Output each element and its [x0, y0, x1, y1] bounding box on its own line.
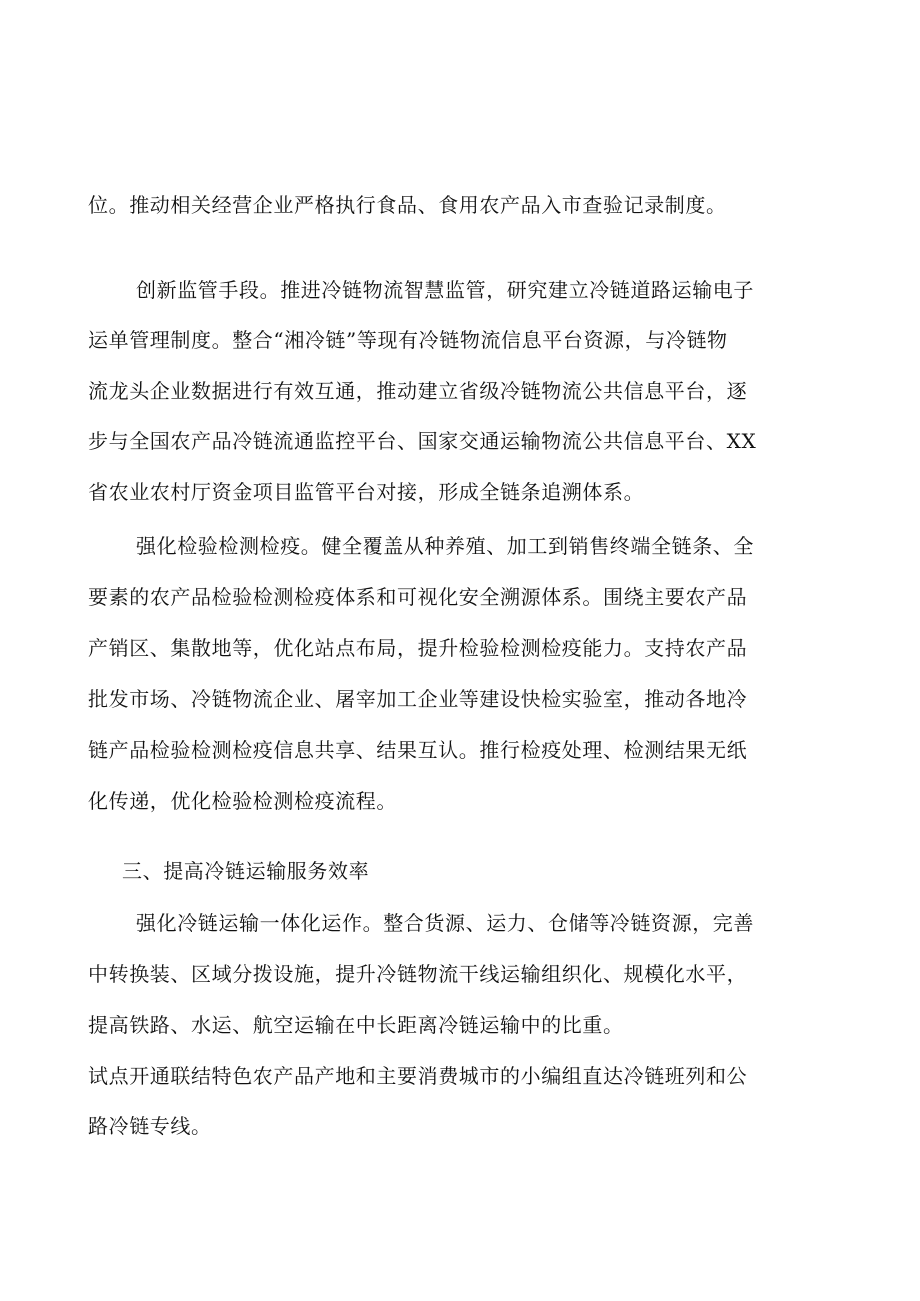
paragraph-inspection-line-1: 强化检验检测检疫。健全覆盖从种养殖、加工到销售终端全链条、全	[136, 534, 754, 558]
paragraph-supervision-line-2: 运单管理制度。整合“湘冷链”等现有冷链物流信息平台资源，与冷链物	[88, 328, 728, 352]
paragraph-transport-line-2: 中转换装、区域分拨设施，提升冷链物流干线运输组织化、规模化水平，	[88, 962, 748, 986]
paragraph-pilot-line-1: 试点开通联结特色农产品产地和主要消费城市的小编组直达冷链班列和公	[88, 1064, 748, 1088]
paragraph-inspection-line-4: 批发市场、冷链物流企业、屠宰加工企业等建设快检实验室，推动各地冷	[88, 687, 748, 711]
paragraph-inspection-line-2: 要素的农产品检验检测检疫体系和可视化安全溯源体系。围绕主要农产品	[88, 585, 748, 609]
paragraph-transport-line-3: 提高铁路、水运、航空运输在中长距离冷链运输中的比重。	[88, 1013, 624, 1037]
paragraph-inspection-line-6: 化传递，优化检验检测检疫流程。	[88, 789, 397, 813]
paragraph-inspection-line-3: 产销区、集散地等，优化站点布局，提升检验检测检疫能力。支持农产品	[88, 636, 748, 660]
paragraph-supervision-line-1: 创新监管手段。推进冷链物流智慧监管，研究建立冷链道路运输电子	[136, 278, 754, 302]
paragraph-supervision-line-5: 省农业农村厅资金项目监管平台对接，形成全链条追溯体系。	[88, 480, 645, 504]
paragraph-transport-line-1: 强化冷链运输一体化运作。整合货源、运力、仓储等冷链资源，完善	[136, 911, 754, 935]
paragraph-intro-line-1: 位。推动相关经营企业严格执行食品、食用农产品入市查验记录制度。	[88, 193, 727, 217]
paragraph-supervision-line-3: 流龙头企业数据进行有效互通，推动建立省级冷链物流公共信息平台，逐	[88, 379, 748, 403]
paragraph-pilot-line-2: 路冷链专线。	[88, 1114, 212, 1138]
section-heading: 三、提高冷链运输服务效率	[122, 859, 370, 883]
paragraph-supervision-line-4: 步与全国农产品冷链流通监控平台、国家交通运输物流公共信息平台、XX	[88, 429, 757, 453]
paragraph-inspection-line-5: 链产品检验检测检疫信息共享、结果互认。推行检疫处理、检测结果无纸	[88, 738, 748, 762]
